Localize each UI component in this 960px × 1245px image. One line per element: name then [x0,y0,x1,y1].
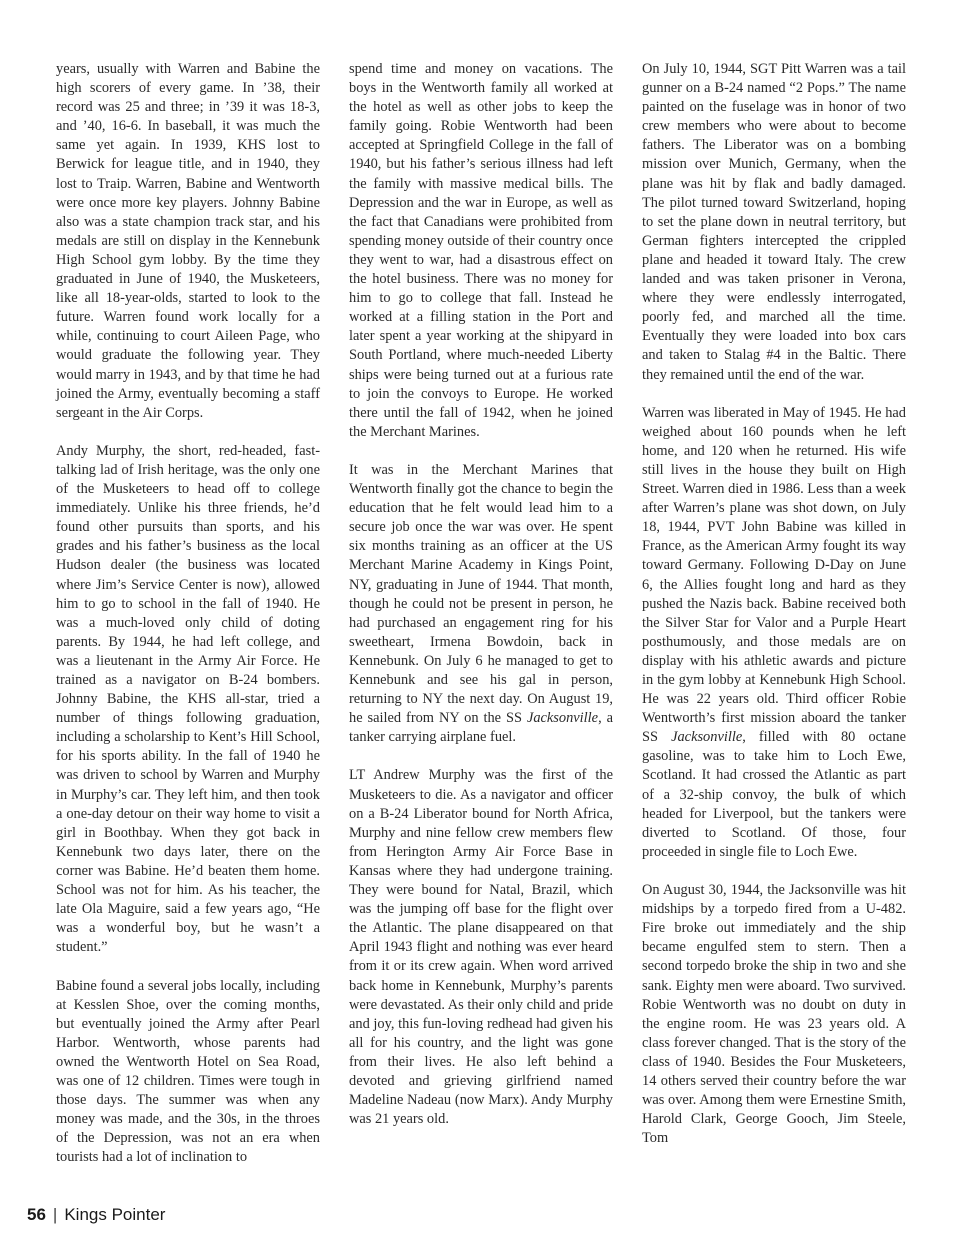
page-footer [27,1205,165,1225]
footer-separator: | [52,1205,58,1224]
paragraph-text: , a tanker carrying airplane fuel. [349,710,613,746]
paragraph: On August 30, 1944, the Jacksonville was hit midships by a torpedo fired from a U-482. Fire broke out immediately and the ship became engulfed stem to stern. Then a second torpedo broke the ship in two and she sank. Eighty men were aboard. Two survived. Robie Wentworth was no doubt on duty in the engine room. He was 23 years old. A class forever changed. That is the story of the class of 1940. Besides the Four Musketeers, 14 others served their country before the war was over. Among them were Ernestine Smith, Harold Clark, George Gooch, Jim Steele, Tom [642,882,906,1147]
paragraph-text: Warren was liberated in May of 1945. He had weighed about 160 pounds when he left home, and 120 when he returned. His wife still lives in the house they built on High Street. Warren died in 1986. Less than a week after Warren’s plane was shot down, on July 18, 1944, PVT John Babine was killed in France, as the American Army fought its way toward Germany. Following D-Day on June 6, the Allies fought long and hard as they pushed the Nazis back. Babine received both the Silver Star for Valor and a Purple Heart posthumously, and those medals are on display with his athletic awards and picture in the gym lobby at Kennebunk High School. He was 22 years old. Third officer Robie Wentworth’s first mission aboard the tanker SS [642,404,906,746]
paragraph [349,461,613,747]
paragraph: Babine found a several jobs locally, including at Kesslen Shoe, over the coming months, but eventually joined the Army after Pearl Harbor. Wentworth, whose parents had owned the Wentworth Hotel on Sea Road, was one of 12 children. Times were tough in those days. The summer was when any money was made, and the 30s, in the throes of the Depression, was not an era when tourists had a lot of inclination to [56,977,320,1166]
paragraph: On July 10, 1944, SGT Pitt Warren was a tail gunner on a B-24 named “2 Pops.” The name painted on the fuselage was in honor of two crew members who were about to become fathers. The Liberator was on a bombing mission over Munich, Germany, when the plane was hit by flak and badly damaged. The pilot turned toward Switzerland, hoping to set the plane down in neutral territory, but German fighters intercepted the crippled plane and headed it toward Italy. The crew landed and was taken prisoner in Verona, where they were endlessly interrogated, poorly fed, and marched all the time. Eventually they were loaded into box cars and taken to Stalag #4 in the Baltic. There they remained until the end of the war. [642,61,906,383]
publication-name: Kings Pointer [64,1205,166,1224]
paragraph: LT Andrew Murphy was the first of the Musketeers to die. As a navigator and officer on a B-24 Liberator bound for North Africa, Murphy and nine fellow crew members flew from Herington Army Air Force Base in Kansas where they had undergone training. They were bound for Natal, Brazil, which was the jumping off base for the flight over the Atlantic. The plane disappeared on that April 1943 flight and nothing was ever heard from it or its crew again. When word arrived back home in Kennebunk, Murphy’s parents were devastated. As their only child and pride and joy, this fun-loving redhead had given his all for his country, and the light was gone from their lives. He also left behind a devoted and grieving girlfriend named Madeline Nadeau (now Marx). Andy Murphy was 21 years old. [349,767,613,1128]
paragraph [642,404,906,862]
ship-name-italic: Jacksonville [526,710,599,727]
paragraph: spend time and money on vacations. The boys in the Wentworth family all worked at the hotel as well as other jobs to keep the family going. Robie Wentworth had been accepted at Springfield College in the fall of 1940, but his father’s serious illness had left the family with massive medical bills. The Depression and the war in Europe, as well as the fact that Canadians were prohibited from spending money outside of their country once they went to war, had a disastrous effect on the hotel business. There was no money for him to go to college that fall. Instead he worked at a filling station in the Port and later spent a year working at the shipyard in South Portland, where much-needed Liberty ships were being turned out at a furious rate to join the convoys to Europe. He worked there until the fall of 1942, when he joined the Merchant Marines. [349,61,613,440]
article-column-2 [349,60,613,1129]
page-number: 56 [27,1205,46,1224]
article-column-1 [56,60,320,1167]
ship-name-italic: Jacksonville [671,729,743,746]
article-column-3 [642,60,906,1148]
paragraph: years, usually with Warren and Babine the high scorers of every game. In ’38, their record was 25 and three; in ’39 it was 18-3, and ’40, 16-6. In baseball, it was much the same yet again. In 1939, KHS lost to Berwick for league title, and in 1940, they lost to Traip. Warren, Babine and Wentworth were once more key players. Johnny Babine also was a state champion track star, and his medals are still on display in the Kennebunk High School gym lobby. By the time they graduated in June of 1940, the Musketeers, like all 18-year-olds, started to look to the future. Warren found work locally for a while, continuing to court Aileen Page, who would graduate the following year. They would marry in 1943, and by that time he had joined the Army, eventually becoming a staff sergeant in the Air Corps. [56,61,320,421]
paragraph-text: , filled with 80 octane gasoline, was to take him to Loch Ewe, Scotland. It had crossed the Atlantic as part of a 32-ship convoy, the bulk of which headed for Liverpool, but the tankers were diverted to Scotland. Of those, four proceeded in single file to Loch Ewe. [642,729,907,860]
paragraph-text: It was in the Merchant Marines that Wentworth finally got the chance to begin the education that he felt would lead him to a secure job once the war was over. He spent six months training as an officer at the US Merchant Marine Academy in Kings Point, NY, graduating in June of 1944. That month, though he could not be present in person, he had purchased an engagement ring for his sweetheart, Irmena Bowdoin, back in Kennebunk. On July 6 he managed to get to Kennebunk and see his gal in person, returning to NY the next day. On August 19, he sailed from NY on the SS [349,461,613,727]
paragraph: Andy Murphy, the short, red-headed, fast-talking lad of Irish heritage, was the only one of the Musketeers to head off to college immediately. Unlike his three friends, he’d found other pursuits than sports, and his grades and his father’s business as the local Hudson dealer (the business was located where Jim’s Service Center is now), allowed him to go to school in the fall of 1940. He was a much-loved only child of doting parents. By 1944, he had left college, and was a lieutenant in the Army Air Force. He trained as a navigator on B-24 bombers. Johnny Babine, the KHS all-star, tried a number of things following graduation, including a scholarship to Kent’s Hill School, for his sports ability. In the fall of 1940 he was driven to school by Warren and Murphy in Murphy’s car. They left him, and then took a one-day detour on their way home to visit a girl in Boothbay. When they got back in Kennebunk two days later, there on the corner was Babine. He’d beaten them home. School was not for him. As his teacher, the late Ola Maguire, said a few years ago, “He was a wonderful boy, but he wasn’t a student.” [56,442,320,956]
